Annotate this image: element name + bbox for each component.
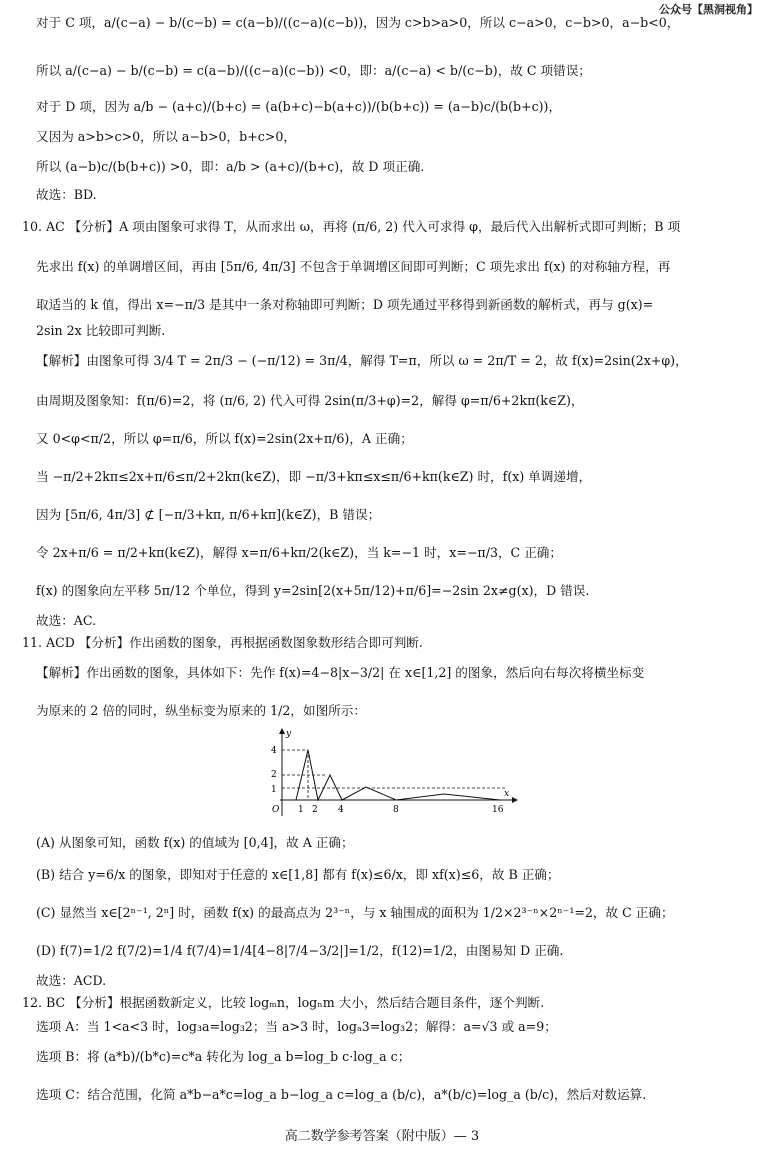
text-line: (A) 从图象可知，函数 f(x) 的值域为 [0,4]，故 A 正确； xyxy=(36,835,354,850)
text-line: 故选：ACD. xyxy=(36,973,107,988)
function-curve xyxy=(296,750,500,800)
text-line: 选项 A：当 1<a<3 时，log₃a=log₃2；当 a>3 时，logₐ3=log₃2；解得：a=√3 或 a=9； xyxy=(36,1019,557,1034)
y-tick-label: 2 xyxy=(271,770,277,780)
text-line: 又因为 a>b>c>0，所以 a−b>0，b+c>0， xyxy=(36,129,296,144)
x-tick-label: 16 xyxy=(492,805,504,815)
text-line: 【解析】作出函数的图象，具体如下：先作 f(x)=4−8|x−3/2| 在 x∈[1,2] 的图象，然后向右每次将横坐标变 xyxy=(36,665,645,680)
text-line: 11. ACD 【分析】作出函数的图象，再根据函数图象数形结合即可判断. xyxy=(22,635,423,650)
text-line: 对于 D 项，因为 a/b − (a+c)/(b+c) = (a(b+c)−b(a+c))/(b(b+c)) = (a−b)c/(b(b+c))， xyxy=(36,99,562,114)
x-axis-label: x xyxy=(504,789,510,799)
text-line: 故选：AC. xyxy=(36,613,97,628)
y-tick-label: 1 xyxy=(271,785,277,795)
text-line: 选项 C：结合范围，化简 a*b−a*c=log_a b−log_a c=log_a (b/c)，a*(b/c)=log_a (b/c)，然后对数运算. xyxy=(36,1087,647,1102)
x-tick-label: 2 xyxy=(312,805,318,815)
origin-label: O xyxy=(272,805,280,815)
x-tick-label: 8 xyxy=(393,805,399,815)
x-tick-label: 4 xyxy=(338,805,344,815)
y-axis-arrow xyxy=(279,728,285,734)
text-line: 10. AC 【分析】A 项由图象可求得 T，从而求出 ω，再将 (π/6, 2) 代入可求得 φ，最后代入出解析式即可判断；B 项 xyxy=(22,219,681,234)
x-tick-label: 1 xyxy=(298,805,304,815)
text-line: (C) 显然当 x∈[2ⁿ⁻¹, 2ⁿ] 时，函数 f(x) 的最高点为 2³⁻ⁿ，与 x 轴围成的面积为 1/2×2³⁻ⁿ×2ⁿ⁻¹=2，故 C 正确； xyxy=(36,905,674,920)
text-line: 当 −π/2+2kπ≤2x+π/6≤π/2+2kπ(k∈Z)，即 −π/3+kπ≤x≤π/6+kπ(k∈Z) 时，f(x) 单调递增， xyxy=(36,469,592,484)
y-axis-label: y xyxy=(286,729,292,739)
watermark-text: 公众号【黑洞视角】 xyxy=(659,3,758,16)
text-line: 所以 a/(c−a) − b/(c−b) = c(a−b)/((c−a)(c−b)) <0，即：a/(c−a) < b/(c−b)，故 C 项错误； xyxy=(36,63,591,78)
function-graph xyxy=(268,726,518,818)
text-line: (D) f(7)=1/2 f(7/2)=1/4 f(7/4)=1/4[4−8|7/4−3/2|]=1/2，f(12)=1/2，由图易知 D 正确. xyxy=(36,943,564,958)
text-line: 对于 C 项，a/(c−a) − b/(c−b) = c(a−b)/((c−a)(c−b))，因为 c>b>a>0，所以 c−a>0，c−b>0，a−b<0， xyxy=(36,15,680,30)
y-tick-label: 4 xyxy=(271,746,277,756)
text-line: 由周期及图象知：f(π/6)=2，将 (π/6, 2) 代入可得 2sin(π/3+φ)=2，解得 φ=π/6+2kπ(k∈Z)， xyxy=(36,393,584,408)
text-line: 故选：BD. xyxy=(36,187,97,202)
text-line: 选项 B：将 (a*b)/(b*c)=c*a 转化为 log_a b=log_b c·log_a c； xyxy=(36,1049,411,1064)
text-line: f(x) 的图象向左平移 5π/12 个单位，得到 y=2sin[2(x+5π/12)+π/6]=−2sin 2x≠g(x)，D 错误. xyxy=(36,583,590,598)
text-line: 取适当的 k 值，得出 x=−π/3 是其中一条对称轴即可判断；D 项先通过平移得到新函数的解析式，再与 g(x)= xyxy=(36,297,654,312)
page-footer: 高二数学参考答案（附中版）— 3 xyxy=(284,1129,480,1144)
text-line: 为原来的 2 倍的同时，纵坐标变为原来的 1/2，如图所示： xyxy=(36,703,366,718)
text-line: 又 0<φ<π/2，所以 φ=π/6，所以 f(x)=2sin(2x+π/6)，A 正确； xyxy=(36,431,413,446)
text-line: 2sin 2x 比较即可判断. xyxy=(36,323,166,338)
text-line: (B) 结合 y=6/x 的图象，即知对于任意的 x∈[1,8] 都有 f(x)≤6/x，即 xf(x)≤6，故 B 正确； xyxy=(36,867,560,882)
text-line: 【解析】由图象可得 3/4 T = 2π/3 − (−π/12) = 3π/4，解得 T=π，所以 ω = 2π/T = 2，故 f(x)=2sin(2x+φ)， xyxy=(36,353,688,368)
text-line: 令 2x+π/6 = π/2+kπ(k∈Z)，解得 x=π/6+kπ/2(k∈Z)，当 k=−1 时，x=−π/3，C 正确； xyxy=(36,545,562,560)
text-line: 先求出 f(x) 的单调增区间，再由 [5π/6, 4π/3] 不包含于单调增区间即可判断；C 项先求出 f(x) 的对称轴方程，再 xyxy=(36,259,671,274)
text-line: 所以 (a−b)c/(b(b+c)) >0，即：a/b > (a+c)/(b+c)，故 D 项正确. xyxy=(36,159,425,174)
text-line: 因为 [5π/6, 4π/3] ⊄ [−π/3+kπ, π/6+kπ](k∈Z)，B 错误； xyxy=(36,507,381,522)
x-axis-arrow xyxy=(512,797,518,803)
text-line: 12. BC 【分析】根据函数新定义，比较 logₘn，logₙm 大小，然后结合题目条件，逐个判断. xyxy=(22,995,545,1010)
